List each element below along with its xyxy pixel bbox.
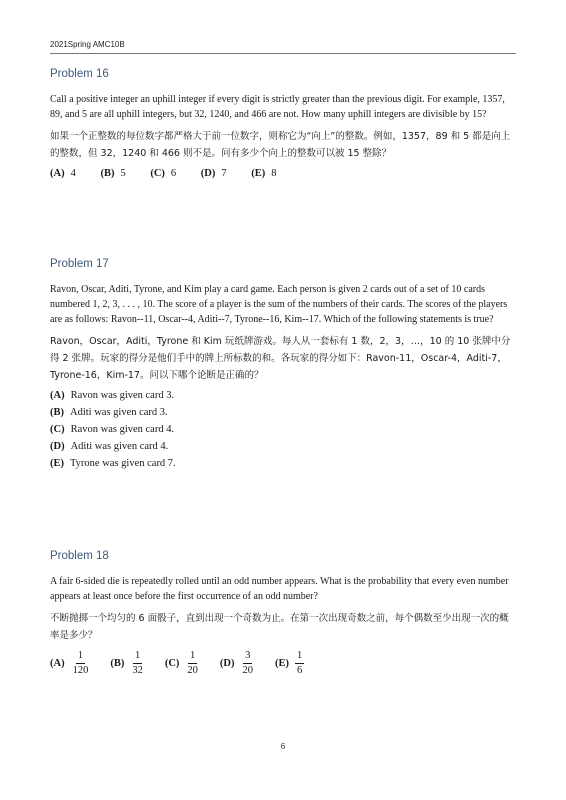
- problem-text-en: A fair 6-sided die is repeatedly rolled until an odd number appears. What is the probability that every even number appears at least once before the first occurrence of an odd number?: [50, 576, 509, 602]
- fraction: $\frac{1}{6}$: [296, 650, 303, 676]
- problem-text-zh: 不断抛掷一个均匀的 6 面骰子，直到出现一个奇数为止。在第一次出现奇数之前，每个偶数至少出现一次的概率是多少？: [50, 613, 509, 641]
- option-d: (D) $\frac{3}{20}$: [219, 650, 253, 676]
- option-d: (D) Aditi was given card 4.: [50, 441, 169, 452]
- problem-text-en: Ravon, Oscar, Aditi, Tyrone, and Kim play a card game. Each person is given 2 cards out of a set of 10 cards numbered 1, 2, 3, . . . , 10. The score of a player is the sum of the numbers of their cards. The scores of the players are as follows: Ravon--11, Oscar--4, Aditi--7, Tyrone--16, Kim--17. Which of the following statements is true?: [50, 284, 508, 325]
- problem-title: Problem 16: [50, 68, 109, 80]
- fraction: $\frac{3}{20}$: [242, 650, 253, 676]
- problem-title: Problem 18: [50, 550, 109, 562]
- problem-16: [50, 68, 518, 179]
- option-e: (E) Tyrone was given card 7.: [50, 458, 176, 469]
- option-a: (A) 4: [50, 168, 76, 179]
- page-number: 6: [280, 742, 286, 751]
- option-c: (C) Ravon was given card 4.: [50, 424, 175, 435]
- answer-options: [50, 390, 518, 469]
- problem-text-zh: 如果一个正整数的每位数字都严格大于前一位数字，则称它为“向上”的整数。例如，1357，89 和 5 都是向上的整数，但 32，1240 和 466 则不是。问有多少个向上的整数可以被 15 整除？: [50, 131, 511, 159]
- option-b: (B) Aditi was given card 3.: [50, 407, 168, 418]
- problem-18: [50, 550, 518, 677]
- option-e: (E) 8: [251, 168, 277, 179]
- fraction: $\frac{1}{32}$: [132, 650, 143, 676]
- problem-title: Problem 17: [50, 258, 109, 270]
- answer-options: [50, 168, 518, 179]
- page-header: 2021Spring AMC10B: [50, 40, 516, 54]
- option-c: (C) $\frac{1}{20}$: [164, 650, 198, 676]
- fraction: $\frac{1}{120}$: [72, 650, 89, 676]
- problem-17: [50, 258, 518, 475]
- option-b: (B) 5: [100, 168, 126, 179]
- option-c: (C) 6: [150, 168, 177, 179]
- option-e: (E) $\frac{1}{6}$: [274, 650, 303, 676]
- option-a: (A) Ravon was given card 3.: [50, 390, 175, 401]
- problem-text-en: Call a positive integer an uphill integer if every digit is strictly greater than the previous digit. For example, 1357, 89, and 5 are all uphill integers, but 32, 1240, and 466 are not. How many uphill integers are divisible by 15?: [50, 94, 505, 120]
- option-d: (D) 7: [200, 168, 227, 179]
- option-b: (B) $\frac{1}{32}$: [110, 650, 143, 676]
- problem-text-zh: Ravon，Oscar，Aditi，Tyrone 和 Kim 玩纸牌游戏。每人从一套标有 1 数，2，3，…，10 的 10 张牌中分得 2 张牌。玩家的得分是他们手中的牌上所标数的和。各玩家的得分如下：Ravon-11，Oscar-4，Aditi-7，Tyrone-16，Kim-17。问以下哪个论断是正确的？: [50, 336, 511, 381]
- fraction: $\frac{1}{20}$: [187, 650, 198, 676]
- answer-options: [50, 650, 518, 677]
- option-a: (A) $\frac{1}{120}$: [50, 650, 89, 676]
